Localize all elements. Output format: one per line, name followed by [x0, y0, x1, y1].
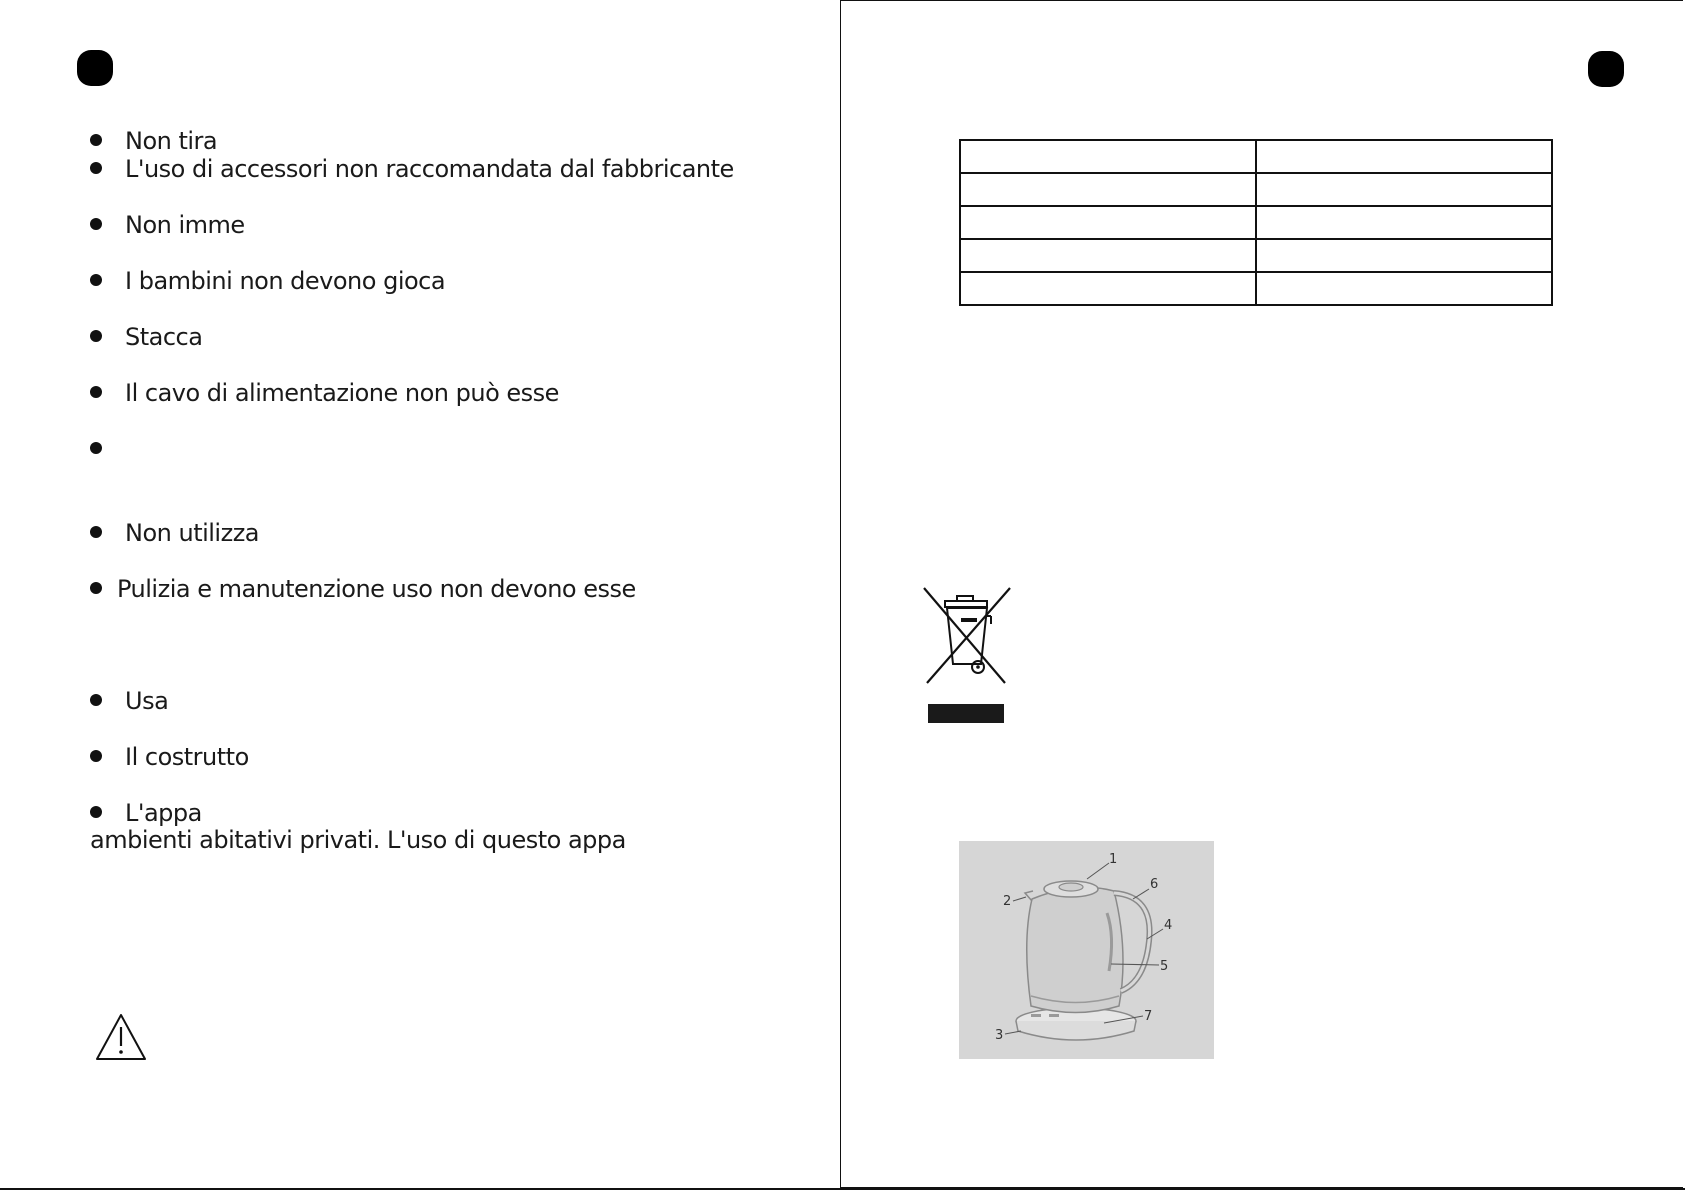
bullet-dot-icon [90, 218, 102, 230]
bullet-text: Non imme [125, 211, 245, 239]
callout-5: 5 [1160, 959, 1169, 974]
bullet-text: I bambini non devono gioca [125, 267, 446, 295]
table-cell [960, 173, 1256, 206]
kettle-diagram [959, 841, 1214, 1059]
callout-7: 7 [1144, 1009, 1153, 1024]
bullet-dot-icon [90, 694, 102, 706]
bullet-dot-icon [90, 526, 102, 538]
callout-1: 1 [1109, 852, 1118, 867]
bullet-item [90, 127, 217, 155]
bullet-text: Il cavo di alimentazione non può esse [125, 379, 559, 407]
table-cell [960, 272, 1256, 305]
bullet-item [90, 267, 445, 295]
table-row [960, 140, 1552, 173]
bullet-dot-icon [90, 330, 102, 342]
continuation-line: ambienti abitativi privati. L'uso di questo appa [90, 826, 626, 854]
bullet-dot-icon [90, 134, 102, 146]
bullet-item [90, 743, 249, 771]
table-cell [1256, 206, 1552, 239]
table-row [960, 206, 1552, 239]
bullet-dot-icon [90, 442, 102, 454]
bullet-item [90, 211, 245, 239]
bullet-item [90, 519, 259, 547]
callout-3: 3 [995, 1028, 1004, 1043]
bullet-dot-icon [90, 750, 102, 762]
spec-table [959, 139, 1553, 306]
table-cell [1256, 173, 1552, 206]
bullet-text: L'appa [125, 799, 202, 827]
bullet-dot-icon [90, 582, 102, 594]
bullet-item [90, 575, 636, 603]
table-row [960, 239, 1552, 272]
callout-4: 4 [1164, 918, 1173, 933]
bullet-text: Il costrutto [125, 743, 249, 771]
bullet-text: Pulizia e manutenzione uso non devono esse [117, 575, 636, 603]
bullet-text: Non utilizza [125, 519, 260, 547]
table-row [960, 272, 1552, 305]
bullet-text: L'uso di accessori non raccomandata dal fabbricante [125, 155, 734, 183]
table-cell [1256, 239, 1552, 272]
bullet-item [90, 323, 202, 351]
bullet-item [90, 379, 559, 407]
bullet-text: Stacca [125, 323, 203, 351]
page-marker-left [77, 50, 113, 86]
callout-6: 6 [1150, 877, 1159, 892]
table-cell [960, 239, 1256, 272]
right-page [840, 0, 1683, 1188]
page-bottom-rule [0, 1188, 1685, 1190]
table-cell [960, 140, 1256, 173]
bullet-dot-icon [90, 162, 102, 174]
bullet-dot-icon [90, 806, 102, 818]
table-cell [1256, 140, 1552, 173]
bullet-item [90, 435, 125, 463]
bullet-dot-icon [90, 386, 102, 398]
left-page [0, 0, 840, 1192]
bullet-item [90, 799, 202, 827]
crossed-out-wheelie-bin-icon [917, 586, 1017, 728]
table-cell [1256, 272, 1552, 305]
bullet-item [90, 687, 168, 715]
bullet-text: Non tira [125, 127, 218, 155]
page-marker-right [1588, 51, 1624, 87]
bullet-dot-icon [90, 274, 102, 286]
callout-2: 2 [1003, 894, 1012, 909]
table-cell [960, 206, 1256, 239]
bullet-item [90, 155, 734, 183]
warning-triangle-icon [94, 1012, 148, 1062]
bullet-text: Usa [125, 687, 169, 715]
table-row [960, 173, 1552, 206]
